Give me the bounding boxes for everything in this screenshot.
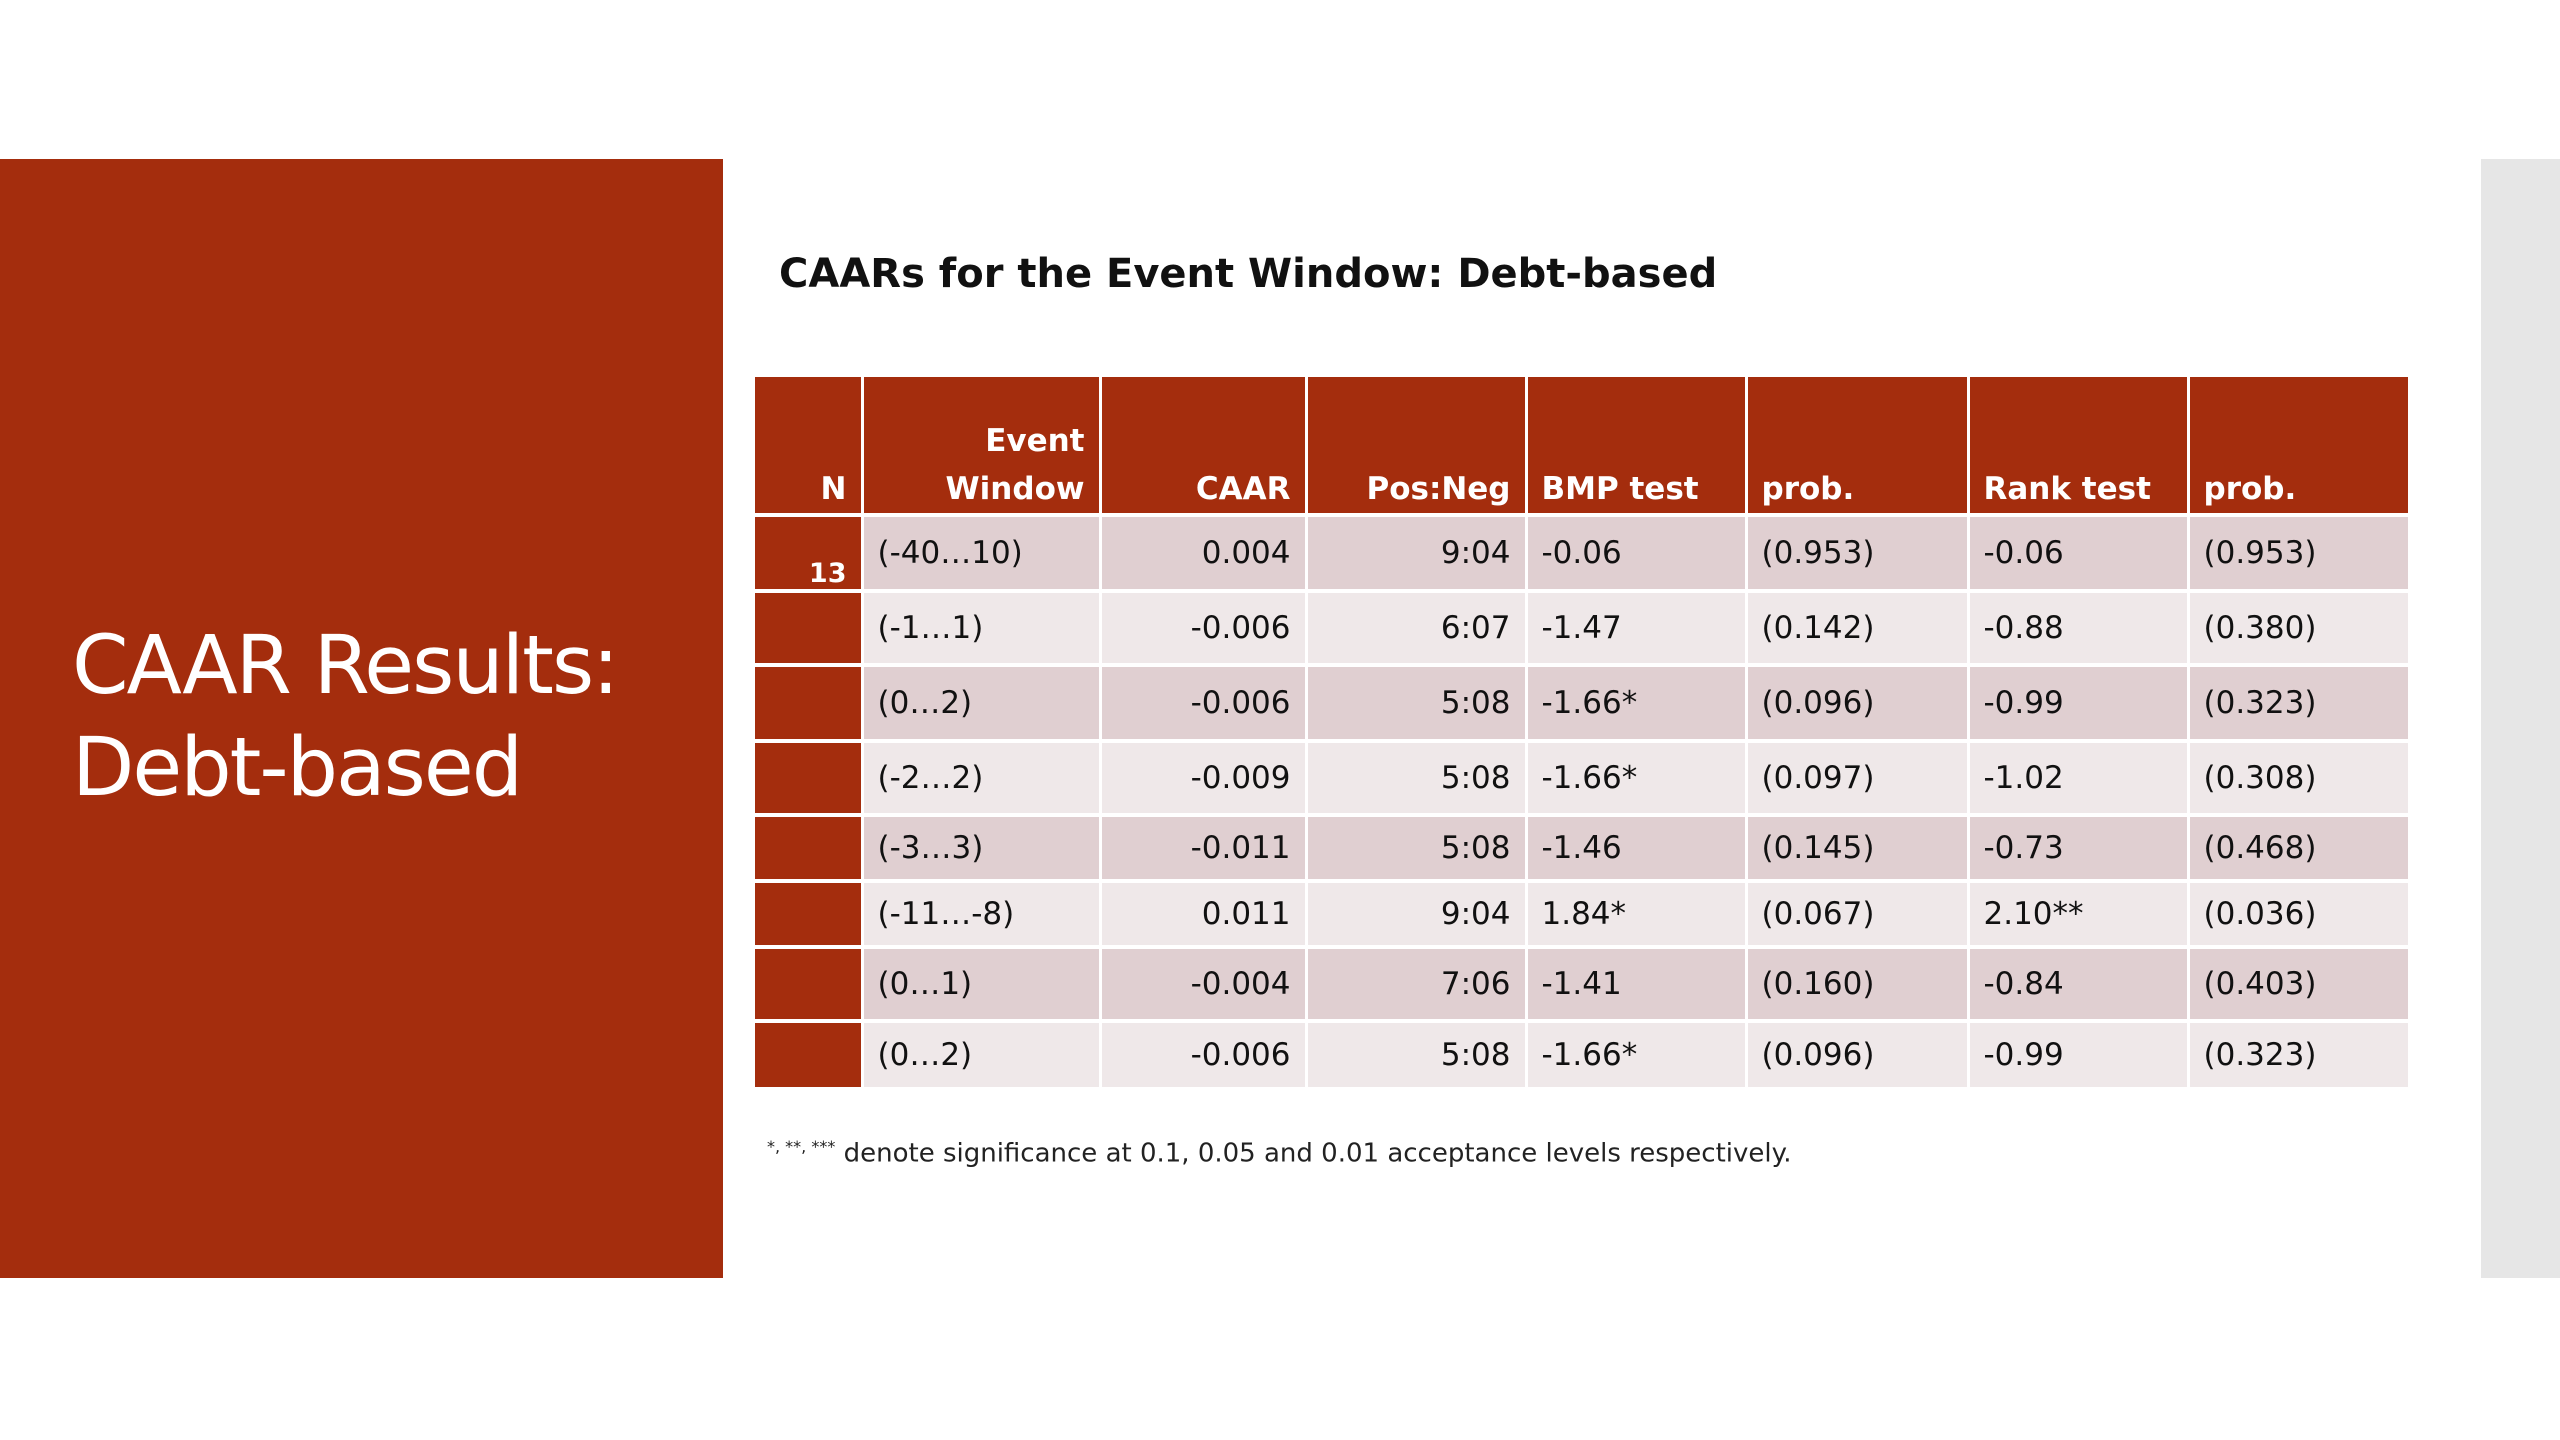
cell-prob-rank: (0.308) (2188, 741, 2408, 815)
cell-rank-test: -0.06 (1968, 515, 2188, 591)
cell-posneg: 5:08 (1306, 1021, 1526, 1087)
cell-prob-rank: (0.036) (2188, 881, 2408, 947)
header-rank-test: Rank test (1968, 377, 2188, 515)
slide-title-line1: CAAR Results: (72, 619, 618, 713)
cell-prob-bmp: (0.097) (1746, 741, 1968, 815)
cell-caar: -0.006 (1100, 665, 1306, 741)
cell-bmp-test: -1.41 (1526, 947, 1746, 1021)
cell-bmp-test: -1.46 (1526, 815, 1746, 881)
cell-posneg: 5:08 (1306, 741, 1526, 815)
cell-prob-rank: (0.323) (2188, 665, 2408, 741)
table-row (755, 881, 2408, 947)
cell-prob-bmp: (0.160) (1746, 947, 1968, 1021)
cell-caar: -0.011 (1100, 815, 1306, 881)
cell-bmp-test: -1.66* (1526, 741, 1746, 815)
table-row (755, 515, 2408, 591)
cell-posneg: 6:07 (1306, 591, 1526, 665)
cell-rank-test: -0.84 (1968, 947, 2188, 1021)
table-header-row (755, 377, 2408, 515)
cell-event-window: (-1…1) (862, 591, 1100, 665)
n-cell-empty (755, 815, 862, 881)
footnote-text: denote significance at 0.1, 0.05 and 0.01 acceptance levels respectively. (835, 1138, 1792, 1169)
table-row (755, 591, 2408, 665)
cell-prob-rank: (0.953) (2188, 515, 2408, 591)
footnote-marks: *, **, *** (767, 1137, 836, 1156)
cell-posneg: 7:06 (1306, 947, 1526, 1021)
header-prob-bmp: prob. (1746, 377, 1968, 515)
header-caar: CAAR (1100, 377, 1306, 515)
cell-event-window: (-3…3) (862, 815, 1100, 881)
table-row (755, 1021, 2408, 1087)
cell-rank-test: -0.88 (1968, 591, 2188, 665)
cell-rank-test: -0.99 (1968, 1021, 2188, 1087)
significance-footnote (767, 1137, 1792, 1169)
cell-prob-bmp: (0.067) (1746, 881, 1968, 947)
cell-bmp-test: 1.84* (1526, 881, 1746, 947)
cell-prob-bmp: (0.953) (1746, 515, 1968, 591)
cell-caar: -0.004 (1100, 947, 1306, 1021)
header-event-window (862, 377, 1100, 515)
side-strip (2481, 159, 2560, 1278)
cell-bmp-test: -1.47 (1526, 591, 1746, 665)
header-event-window-line2: Window (945, 471, 1085, 507)
cell-event-window: (0…2) (862, 665, 1100, 741)
cell-posneg: 5:08 (1306, 815, 1526, 881)
cell-rank-test: -1.02 (1968, 741, 2188, 815)
cell-event-window: (-11…-8) (862, 881, 1100, 947)
slide-title-line2: Debt-based (72, 721, 522, 815)
n-value: 13 (755, 515, 862, 591)
table-row (755, 815, 2408, 881)
cell-bmp-test: -1.66* (1526, 665, 1746, 741)
cell-caar: -0.006 (1100, 1021, 1306, 1087)
caar-results-table (755, 377, 2408, 1087)
cell-caar: 0.011 (1100, 881, 1306, 947)
slide-title (72, 615, 712, 819)
table-row (755, 665, 2408, 741)
cell-posneg: 9:04 (1306, 881, 1526, 947)
cell-event-window: (0…2) (862, 1021, 1100, 1087)
cell-prob-bmp: (0.096) (1746, 665, 1968, 741)
header-n: N (755, 377, 862, 515)
n-cell-empty (755, 591, 862, 665)
cell-caar: -0.006 (1100, 591, 1306, 665)
n-cell-empty (755, 881, 862, 947)
cell-caar: 0.004 (1100, 515, 1306, 591)
table-title: CAARs for the Event Window: Debt-based (779, 251, 1718, 297)
table-row (755, 947, 2408, 1021)
cell-prob-bmp: (0.142) (1746, 591, 1968, 665)
cell-bmp-test: -1.66* (1526, 1021, 1746, 1087)
cell-rank-test: 2.10** (1968, 881, 2188, 947)
n-cell-empty (755, 665, 862, 741)
cell-caar: -0.009 (1100, 741, 1306, 815)
header-event-window-line1: Event (985, 423, 1085, 459)
cell-prob-bmp: (0.145) (1746, 815, 1968, 881)
header-posneg: Pos:Neg (1306, 377, 1526, 515)
table-row (755, 741, 2408, 815)
cell-prob-rank: (0.468) (2188, 815, 2408, 881)
cell-posneg: 5:08 (1306, 665, 1526, 741)
header-bmp-test: BMP test (1526, 377, 1746, 515)
cell-prob-bmp: (0.096) (1746, 1021, 1968, 1087)
cell-event-window: (-40…10) (862, 515, 1100, 591)
cell-bmp-test: -0.06 (1526, 515, 1746, 591)
cell-rank-test: -0.99 (1968, 665, 2188, 741)
header-prob-rank: prob. (2188, 377, 2408, 515)
n-cell-empty (755, 741, 862, 815)
cell-rank-test: -0.73 (1968, 815, 2188, 881)
cell-prob-rank: (0.380) (2188, 591, 2408, 665)
cell-event-window: (0…1) (862, 947, 1100, 1021)
cell-posneg: 9:04 (1306, 515, 1526, 591)
cell-prob-rank: (0.403) (2188, 947, 2408, 1021)
n-cell-empty (755, 947, 862, 1021)
cell-prob-rank: (0.323) (2188, 1021, 2408, 1087)
n-cell-empty (755, 1021, 862, 1087)
cell-event-window: (-2…2) (862, 741, 1100, 815)
